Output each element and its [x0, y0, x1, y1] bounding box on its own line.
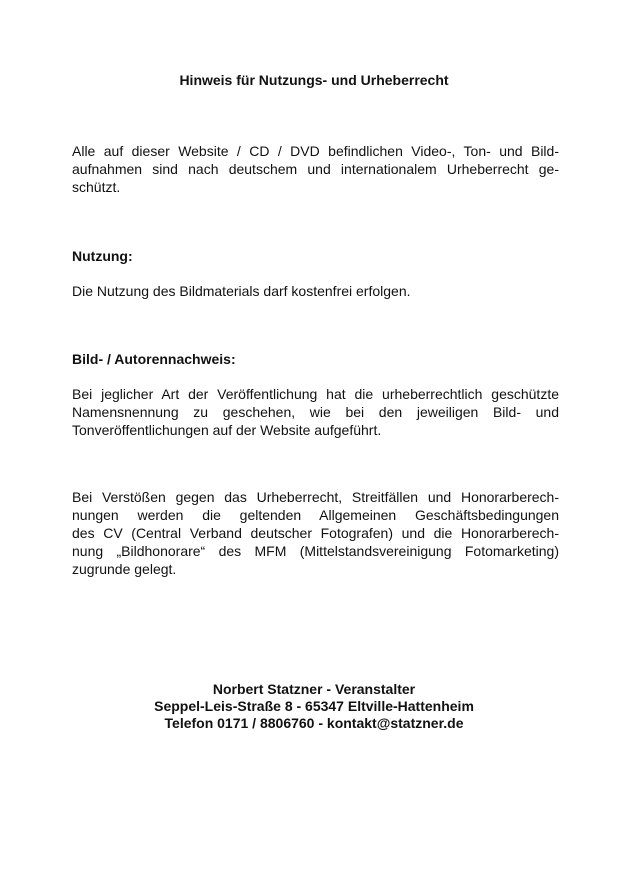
footer-name: Norbert Statzner - Veranstalter: [212, 681, 416, 697]
verstoss-line: nung „Bildhonorare“ des MFM (Mittelstandsvereinigung Fotomarketing): [72, 543, 559, 559]
verstoss-line: zugrunde gelegt.: [72, 561, 177, 577]
verstoss-line: Bei Verstößen gegen das Urheberrecht, Streitfällen und Honorarberech-: [72, 489, 559, 505]
nutzung-heading: Nutzung:: [72, 248, 133, 264]
footer-contact: Telefon 0171 / 8806760 - kontakt@statzner.de: [164, 715, 464, 731]
intro-line: Alle auf dieser Website / CD / DVD befindlichen Video-, Ton- und Bild-: [72, 143, 559, 159]
page-title: Hinweis für Nutzungs- und Urheberrecht: [179, 72, 449, 88]
nachweis-line: Namensnennung zu geschehen, wie bei den jeweiligen Bild- und: [72, 404, 559, 420]
verstoss-line: des CV (Central Verband deutscher Fotografen) und die Honorarberech-: [72, 525, 559, 541]
intro-line: schützt.: [72, 179, 121, 195]
intro-line: aufnahmen sind nach deutschem und internationalem Urheberrecht ge-: [72, 161, 559, 177]
nachweis-line: Tonveröffentlichungen auf der Website aufgeführt.: [72, 422, 382, 438]
nutzung-text: Die Nutzung des Bildmaterials darf kostenfrei erfolgen.: [72, 283, 411, 299]
footer-address: Seppel-Leis-Straße 8 - 65347 Eltville-Hattenheim: [154, 698, 474, 714]
verstoss-line: nungen werden die geltenden Allgemeinen Geschäftsbedingungen: [72, 507, 559, 523]
nachweis-heading: Bild- / Autorennachweis:: [72, 351, 236, 367]
nachweis-line: Bei jeglicher Art der Veröffentlichung hat die urheberrechtlich geschützte: [72, 386, 559, 402]
